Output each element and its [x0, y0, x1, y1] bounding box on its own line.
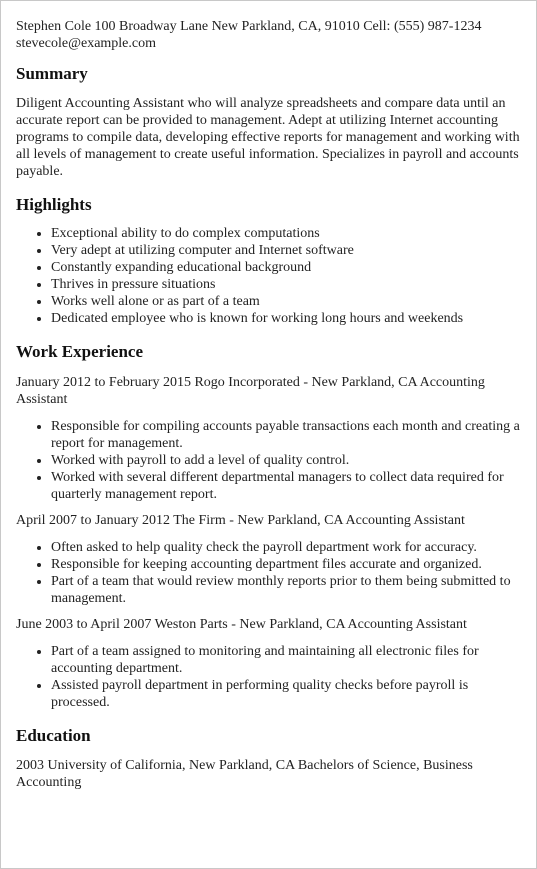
- highlights-list: [16, 225, 522, 327]
- highlight-item: • Very adept at utilizing computer and Internet software: [51, 242, 522, 259]
- contact-phone: (555) 987-1234: [393, 19, 482, 34]
- education-school: University of California, New Parkland, CA: [47, 758, 295, 773]
- work-experience-heading: Work Experience: [16, 342, 144, 361]
- education-year: 2003: [16, 758, 44, 773]
- education-entry: [16, 757, 522, 791]
- job-header: [16, 512, 522, 529]
- highlight-item: • Thrives in pressure situations: [51, 276, 522, 293]
- job-bullet-list: [16, 539, 522, 607]
- highlight-item: • Dedicated employee who is known for working long hours and weekends: [51, 310, 522, 327]
- job-bullet: • Often asked to help quality check the payroll department work for accuracy.: [51, 539, 522, 556]
- job-bullet: • Part of a team that would review monthly reports prior to them being submitted to management.: [51, 573, 522, 607]
- job-bullet: • Part of a team assigned to monitoring and maintaining all electronic files for accounting department.: [51, 643, 522, 677]
- education-heading: Education: [16, 726, 91, 745]
- contact-email: stevecole@example.com: [16, 36, 156, 51]
- job-bullet: • Worked with several different departmental managers to collect data required for quarterly management report.: [51, 469, 522, 503]
- job-entry: [16, 616, 522, 711]
- job-dates: April 2007 to January 2012: [16, 513, 170, 528]
- job-bullet-list: [16, 418, 522, 503]
- contact-name: Stephen Cole: [16, 19, 92, 34]
- job-bullet: • Responsible for compiling accounts payable transactions each month and creating a report for management.: [51, 418, 522, 452]
- job-bullet-list: [16, 643, 522, 711]
- job-company: The Firm - New Parkland, CA: [173, 513, 343, 528]
- job-bullet: • Responsible for keeping accounting department files accurate and organized.: [51, 556, 522, 573]
- job-header: [16, 374, 522, 408]
- job-title: Accounting Assistant: [347, 617, 467, 632]
- highlights-section: [16, 195, 522, 327]
- job-bullet: • Assisted payroll department in performing quality checks before payroll is processed.: [51, 677, 522, 711]
- job-header: [16, 616, 522, 633]
- highlight-item: • Works well alone or as part of a team: [51, 293, 522, 310]
- education-degree: Bachelors of Science, Business Accounting: [16, 758, 473, 790]
- job-entry: [16, 512, 522, 607]
- contact-block: [16, 18, 522, 52]
- job-dates: January 2012 to February 2015: [16, 375, 191, 390]
- highlights-heading: Highlights: [16, 195, 92, 214]
- work-experience-section: [16, 342, 522, 711]
- education-section: [16, 726, 522, 791]
- contact-phone-label: Cell:: [363, 19, 391, 34]
- job-dates: June 2003 to April 2007: [16, 617, 152, 632]
- job-bullet: • Worked with payroll to add a level of quality control.: [51, 452, 522, 469]
- job-company: Rogo Incorporated - New Parkland, CA: [194, 375, 417, 390]
- job-title: Accounting Assistant: [345, 513, 465, 528]
- highlight-item: • Constantly expanding educational background: [51, 259, 522, 276]
- highlight-item: • Exceptional ability to do complex computations: [51, 225, 522, 242]
- job-title: Accounting Assistant: [16, 375, 485, 407]
- contact-address: 100 Broadway Lane New Parkland, CA, 91010: [94, 19, 360, 34]
- job-entry: [16, 374, 522, 503]
- job-company: Weston Parts - New Parkland, CA: [154, 617, 345, 632]
- summary-section: [16, 64, 522, 180]
- summary-heading: Summary: [16, 64, 88, 83]
- summary-text: Diligent Accounting Assistant who will analyze spreadsheets and compare data until an accurate report can be provided to management. Adept at utilizing Internet accounting programs to compile data, developing effective reports for management and working with all levels of management to create useful information. Specializes in payroll and accounts payable.: [16, 96, 520, 179]
